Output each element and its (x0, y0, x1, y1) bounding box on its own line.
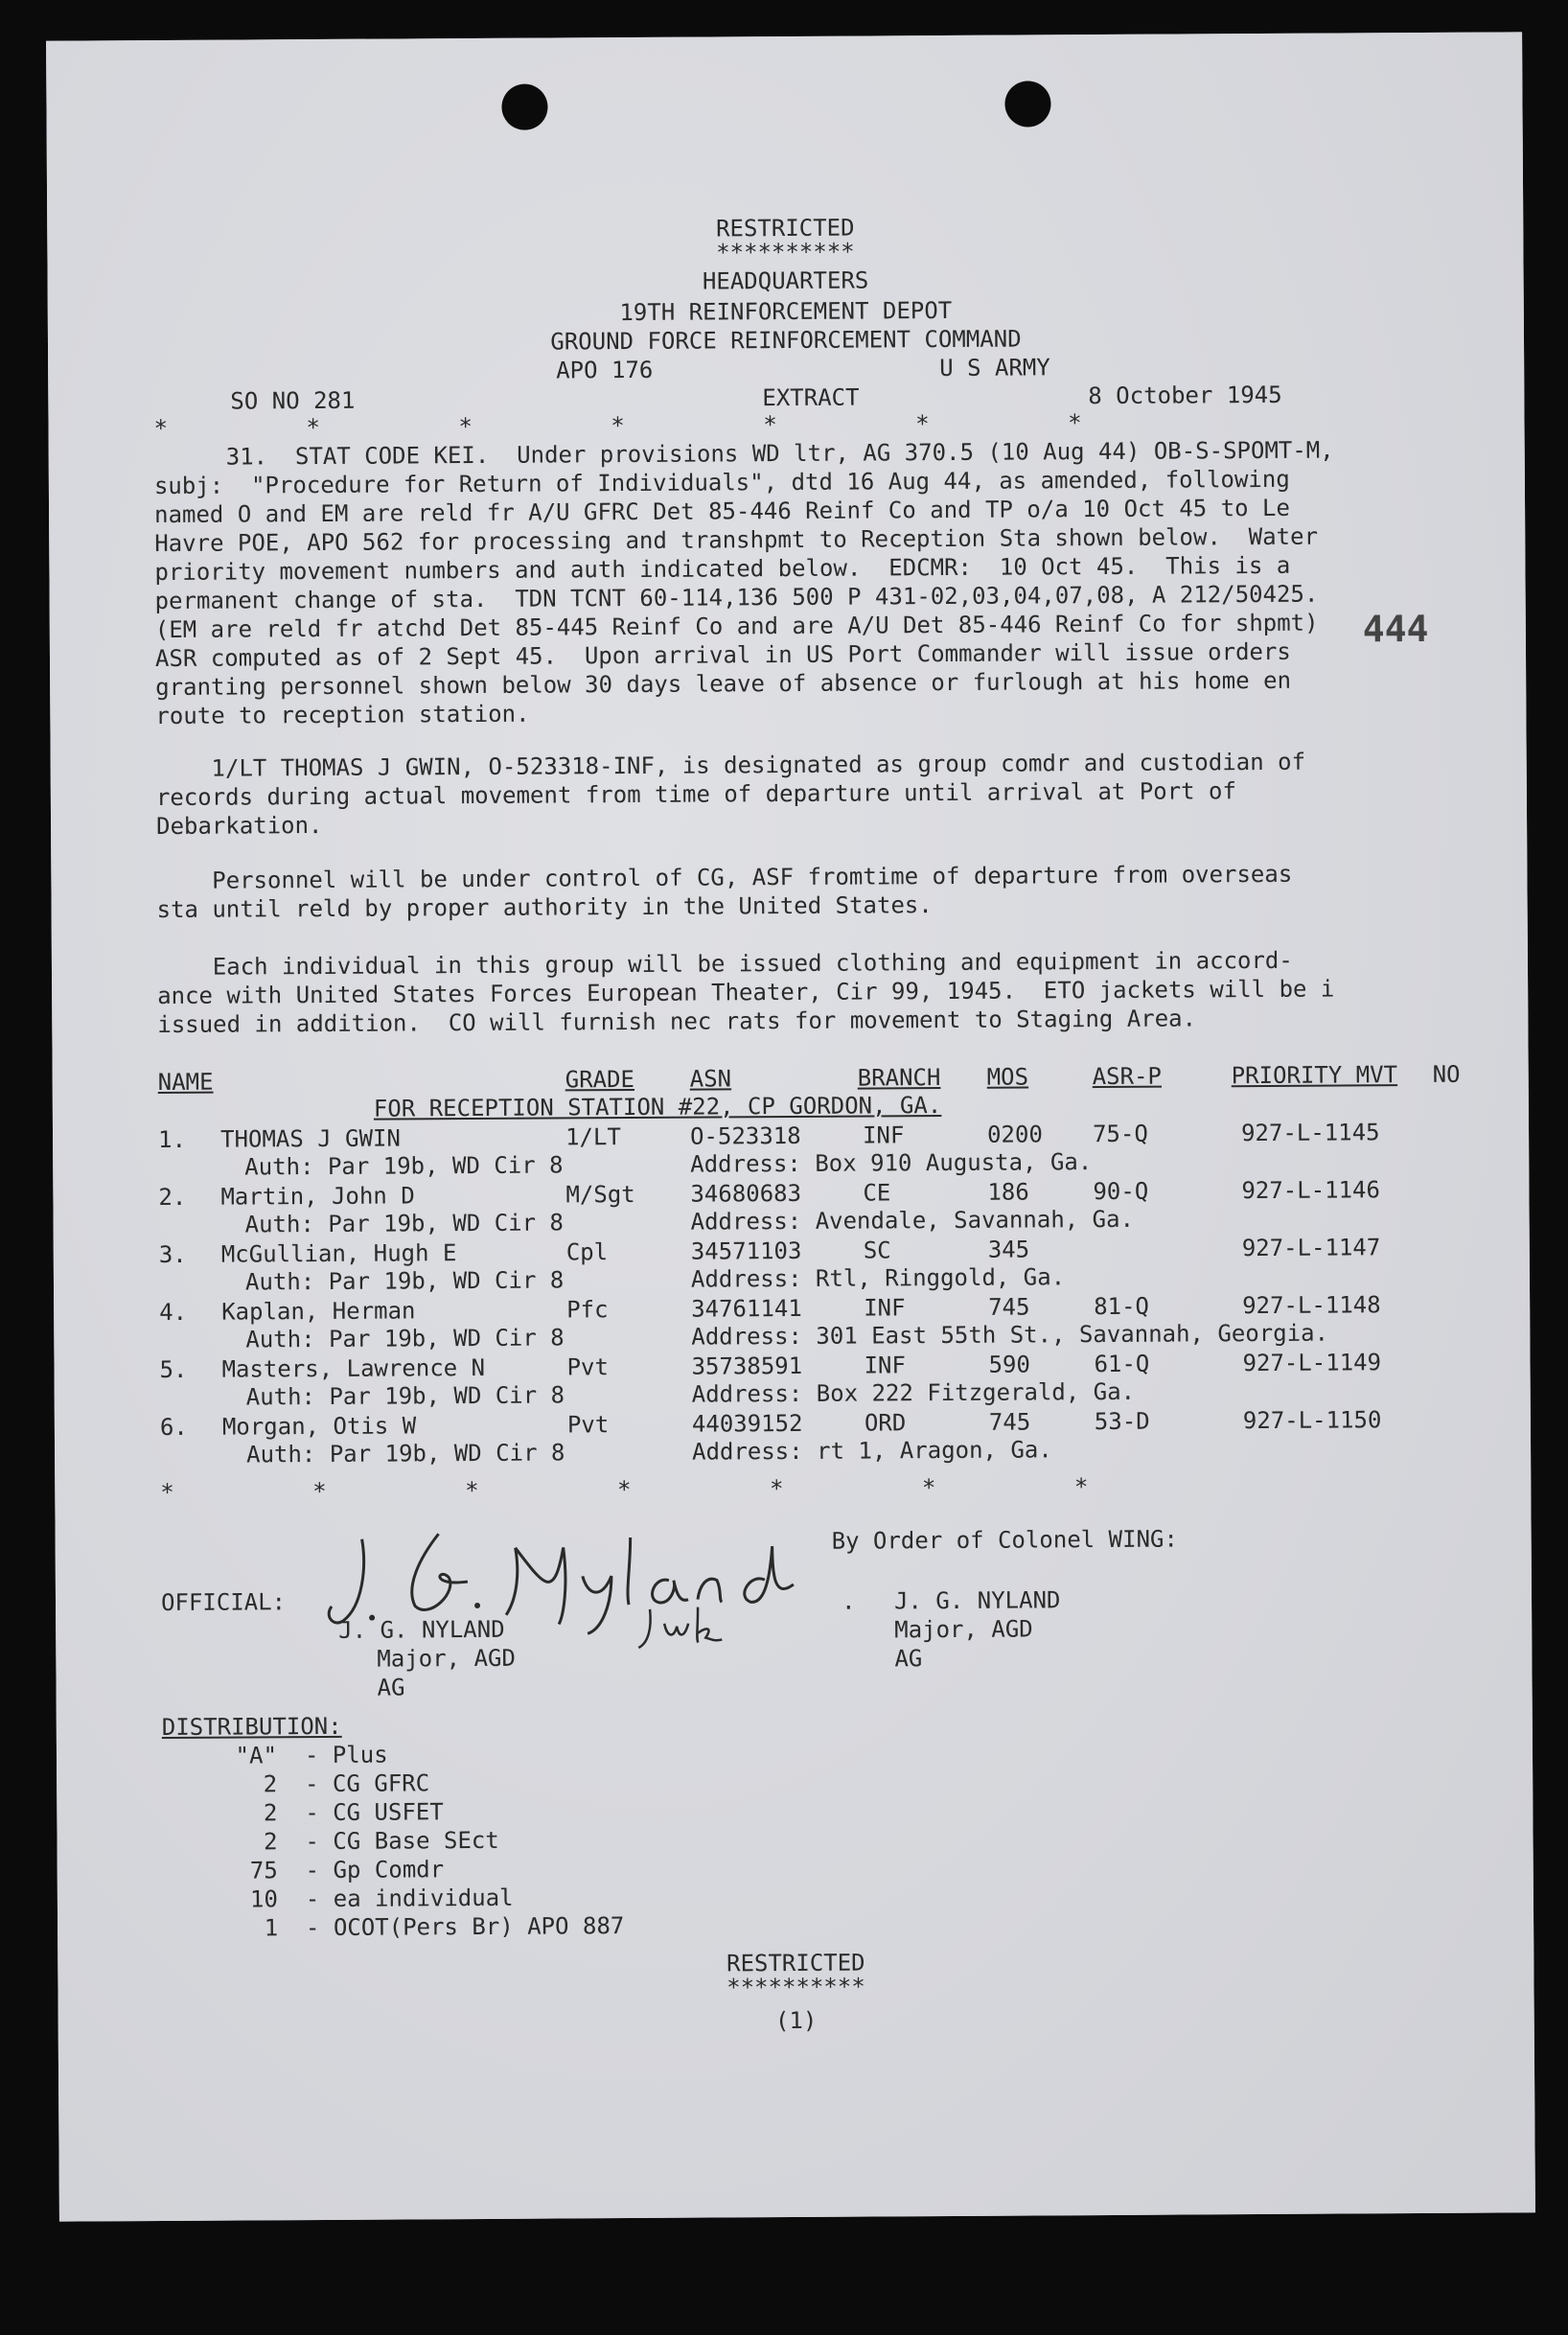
distribution-label: DISTRIBUTION: (161, 1712, 342, 1742)
stray-mark: . (841, 1587, 856, 1615)
row-2-branch: CE (863, 1179, 891, 1207)
row-1-asr: 75-Q (1092, 1120, 1148, 1148)
row-2-num: 2. (158, 1183, 187, 1212)
paragraph-31 (154, 436, 1336, 731)
distribution-item (210, 1796, 623, 1828)
distribution-item (211, 1854, 624, 1885)
order-date: 8 October 1945 (1088, 381, 1282, 410)
row-3-asn: 34571103 (690, 1237, 802, 1265)
row-2-auth: Auth: Par 19b, WD Cir 8 (244, 1209, 565, 1238)
row-1-mos: 0200 (986, 1121, 1043, 1148)
distribution-qty: 75 (249, 1857, 278, 1884)
row-4-asr: 81-Q (1094, 1292, 1150, 1321)
row-4-asn: 34761141 (691, 1294, 802, 1323)
right-signer-rank: Major, AGD (894, 1615, 1033, 1644)
distribution-item (210, 1739, 623, 1770)
distribution-qty: "A" (235, 1742, 278, 1769)
distribution-item (210, 1768, 623, 1799)
paragraph-group-commander (156, 748, 1306, 841)
row-5-asn: 35738591 (691, 1352, 803, 1380)
text-line: Debarkation. (155, 811, 323, 841)
row-1-name: THOMAS J GWIN (219, 1124, 401, 1153)
text-line: granting personnel shown below 30 days leave of absence or furlough at his home en (155, 666, 1292, 702)
col-header-branch: BRANCH (857, 1064, 941, 1092)
row-6-grade: Pvt (566, 1411, 610, 1439)
row-6-asn: 44039152 (691, 1409, 803, 1438)
row-5-grade: Pvt (566, 1353, 609, 1381)
distribution-desc: - CG GFRC (304, 1769, 430, 1798)
star-separator: * * * * * * * (153, 409, 1082, 443)
row-1-branch: INF (862, 1121, 905, 1149)
row-4-auth: Auth: Par 19b, WD Cir 8 (245, 1324, 565, 1353)
stamped-number: 444 (1362, 607, 1429, 651)
row-3-grade: Cpl (565, 1238, 609, 1266)
col-header-name: NAME (157, 1068, 214, 1097)
hq-title: HEADQUARTERS (702, 266, 869, 295)
distribution-qty: 10 (249, 1885, 278, 1913)
text-line: ance with United States Forces European Theater, Cir 99, 1945. ETO jackets will be i (157, 975, 1335, 1010)
row-4-mos: 745 (988, 1293, 1030, 1321)
row-1-asn: O-523318 (689, 1121, 801, 1150)
row-1-num: 1. (157, 1125, 187, 1154)
handwritten-initials (631, 1599, 765, 1657)
classification-bottom: RESTRICTED (726, 1949, 865, 1977)
reception-station: FOR RECEPTION STATION #22, CP GORDON, GA. (373, 1092, 942, 1122)
army: U S ARMY (939, 354, 1050, 382)
distribution-item (210, 1825, 623, 1857)
distribution-item (211, 1911, 624, 1943)
col-header-no: NO (1432, 1060, 1461, 1088)
row-5-priority: 927-L-1149 (1242, 1349, 1382, 1377)
paragraph-clothing (157, 946, 1335, 1040)
row-1-priority: 927-L-1145 (1240, 1119, 1380, 1147)
right-signer-name: J. G. NYLAND (893, 1586, 1061, 1615)
row-6-auth: Auth: Par 19b, WD Cir 8 (245, 1439, 565, 1468)
paragraph-control (156, 860, 1292, 924)
distribution-desc: - Gp Comdr (305, 1856, 445, 1884)
row-2-grade: M/Sgt (565, 1180, 635, 1209)
distribution-desc: - CG Base SEct (305, 1826, 499, 1856)
stars-bottom: ********** (726, 1973, 865, 2001)
distribution-list (210, 1739, 625, 1943)
row-3-auth: Auth: Par 19b, WD Cir 8 (244, 1266, 565, 1296)
col-header-asn: ASN (689, 1065, 732, 1093)
distribution-qty: 2 (263, 1799, 278, 1827)
row-5-mos: 590 (988, 1351, 1030, 1378)
row-6-address: Address: rt 1, Aragon, Ga. (691, 1436, 1052, 1466)
apo: APO 176 (556, 356, 654, 384)
official-label: OFFICIAL: (160, 1588, 287, 1617)
row-2-mos: 186 (987, 1178, 1029, 1206)
text-line: 1/LT THOMAS J GWIN, O-523318-INF, is designated as group comdr and custodian of (155, 748, 1306, 783)
distribution-desc: - CG USFET (305, 1798, 444, 1827)
text-line: route to reception station. (155, 700, 530, 730)
page-number: (1) (774, 2006, 818, 2035)
left-signer-rank: Major, AGD (377, 1644, 516, 1673)
punch-hole-left (501, 84, 547, 130)
document-page (46, 32, 1535, 2221)
row-3-mos: 345 (987, 1236, 1030, 1263)
left-signer-title: AG (377, 1674, 405, 1701)
row-4-branch: INF (864, 1294, 906, 1322)
text-line: records during actual movement from time of departure until arrival at Port of (155, 777, 1237, 812)
distribution-desc: - ea individual (305, 1884, 514, 1913)
row-3-name: McGullian, Hugh E (220, 1239, 457, 1268)
row-6-branch: ORD (864, 1409, 907, 1437)
col-header-priority: PRIORITY MVT (1231, 1061, 1398, 1090)
row-2-priority: 927-L-1146 (1241, 1176, 1380, 1205)
text-line: Personnel will be under control of CG, ASF fromtime of departure from overseas (156, 860, 1293, 895)
row-5-asr: 61-Q (1094, 1350, 1150, 1378)
col-header-mos: MOS (986, 1063, 1029, 1091)
col-header-grade: GRADE (565, 1065, 635, 1094)
row-4-name: Kaplan, Herman (221, 1297, 416, 1326)
row-3-num: 3. (158, 1240, 187, 1269)
row-1-auth: Auth: Par 19b, WD Cir 8 (244, 1151, 564, 1181)
distribution-desc: - OCOT(Pers Br) APO 887 (305, 1912, 625, 1942)
text-line: Each individual in this group will be issued clothing and equipment in accord- (156, 946, 1293, 982)
distribution-qty: 1 (264, 1914, 279, 1942)
row-1-address: Address: Box 910 Augusta, Ga. (690, 1148, 1093, 1178)
so-number: SO NO 281 (230, 386, 356, 415)
row-3-address: Address: Rtl, Ringgold, Ga. (690, 1263, 1066, 1293)
text-line: (EM are reld fr atchd Det 85-445 Reinf Co and are A/U Det 85-446 Reinf Co for shpmt) (154, 609, 1319, 644)
row-5-address: Address: Box 222 Fitzgerald, Ga. (691, 1377, 1136, 1408)
row-5-name: Masters, Lawrence N (221, 1353, 486, 1383)
extract-label: EXTRACT (762, 383, 860, 412)
row-3-priority: 927-L-1147 (1241, 1234, 1381, 1262)
row-4-priority: 927-L-1148 (1242, 1291, 1381, 1320)
command-title: GROUND FORCE REINFORCEMENT COMMAND (550, 325, 1022, 356)
stars-top: ********** (716, 238, 855, 266)
row-4-grade: Pfc (566, 1296, 609, 1324)
right-signer-title: AG (894, 1645, 923, 1673)
row-2-address: Address: Avendale, Savannah, Ga. (690, 1205, 1135, 1236)
row-3-branch: SC (863, 1237, 891, 1264)
text-line: ASR computed as of 2 Sept 45. Upon arrival in US Port Commander will issue orders (154, 637, 1291, 673)
row-6-asr: 53-D (1094, 1407, 1150, 1436)
text-line: priority movement numbers and auth indicated below. EDCMR: 10 Oct 45. This is a (154, 551, 1291, 587)
distribution-item (211, 1883, 624, 1914)
row-2-asn: 34680683 (690, 1179, 802, 1208)
unit-title: 19TH REINFORCEMENT DEPOT (619, 296, 953, 327)
row-2-name: Martin, John D (220, 1182, 415, 1211)
row-4-address: Address: 301 East 55th St., Savannah, Georgia. (691, 1319, 1329, 1351)
row-6-mos: 745 (988, 1408, 1031, 1436)
row-2-asr: 90-Q (1093, 1177, 1149, 1206)
left-signer-name: J. G. NYLAND (338, 1615, 505, 1644)
text-line: sta until reld by proper authority in the United States. (156, 891, 933, 924)
order-of-line: By Order of Colonel WING: (831, 1525, 1178, 1555)
text-line: permanent change of sta. TDN TCNT 60-114,136 500 P 431-02,03,04,07,08, A 212/50425. (154, 580, 1319, 615)
row-5-auth: Auth: Par 19b, WD Cir 8 (245, 1381, 565, 1411)
star-separator: * * * * * * * (160, 1473, 1089, 1507)
row-1-grade: 1/LT (565, 1123, 621, 1151)
row-6-name: Morgan, Otis W (221, 1412, 417, 1441)
row-5-num: 5. (159, 1355, 188, 1384)
row-6-priority: 927-L-1150 (1242, 1406, 1382, 1435)
text-line: issued in addition. CO will furnish nec rats for movement to Staging Area. (157, 1005, 1197, 1039)
text-line: Havre POE, APO 562 for processing and transhpmt to Reception Sta shown below. Water (154, 522, 1319, 558)
distribution-qty: 2 (263, 1770, 278, 1798)
distribution-desc: - Plus (304, 1741, 388, 1769)
col-header-asr: ASR-P (1092, 1062, 1163, 1091)
row-6-num: 6. (159, 1413, 188, 1442)
classification-top: RESTRICTED (715, 214, 855, 243)
row-4-num: 4. (159, 1298, 188, 1327)
text-line: 31. STAT CODE KEI. Under provisions WD ltr, AG 370.5 (10 Aug 44) OB-S-SPOMT-M, (225, 436, 1334, 471)
row-5-branch: INF (864, 1352, 906, 1379)
text-line: named O and EM are reld fr A/U GFRC Det 85-446 Reinf Co and TP o/a 10 Oct 45 to Le (154, 494, 1290, 529)
punch-hole-right (1004, 81, 1050, 127)
text-line: subj: "Procedure for Return of Individuals", dtd 16 Aug 44, as amended, following (153, 465, 1290, 500)
distribution-qty: 2 (264, 1828, 278, 1856)
